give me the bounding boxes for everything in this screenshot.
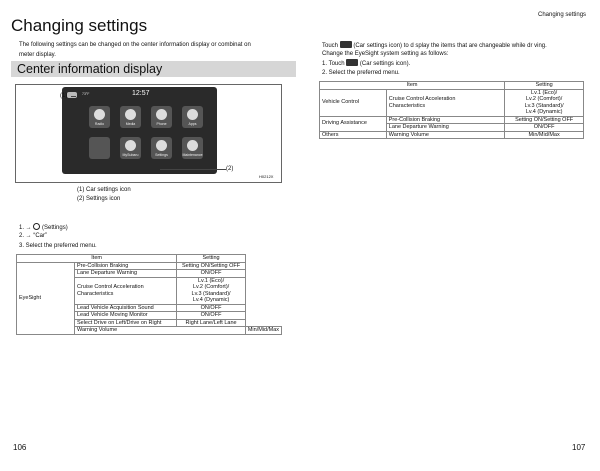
right-intro-line-1: Touch (Car settings icon) to d splay the items that are changeable while dr ving. xyxy=(322,43,547,49)
eyesight-settings-table: Item Setting EyeSight Pre-Collision Braking Setting ON/Setting OFF Lane Departure Warning ON/OFF Cruise Control Acceleration Characteristics Lv.1 (Eco)/ Lv.2 (Comfort)/ Lv.3 (Standard)/ Lv.4 (Dynamic) Lead Vehicle Acquisition Sound ON/OFF Lead Vehicle Moving Monitor ON/OFF Select Drive on Left/Drive on Right Right Lane/Left Lane Warning Volume Min/Mid/Max xyxy=(16,254,282,335)
page-number-left: 106 xyxy=(13,443,27,452)
page-title: Changing settings xyxy=(11,16,148,35)
tile-media[interactable]: Media xyxy=(120,106,141,128)
tile-mysubaru[interactable]: MySubaru xyxy=(120,137,141,159)
right-step-2: 2. Select the preferred menu. xyxy=(322,70,400,76)
callout-1: (1) xyxy=(60,93,68,99)
cruise-levels: Lv.1 (Eco)/ Lv.2 (Comfort)/ Lv.3 (Standard)/ Lv.4 (Dynamic) xyxy=(177,277,246,304)
running-header: Changing settings xyxy=(538,12,587,18)
status-temperature: 73°F xyxy=(82,92,90,96)
apps-icon xyxy=(187,109,198,120)
step-3: 3. Select the preferred menu. xyxy=(19,243,97,249)
mysubaru-icon xyxy=(125,140,136,151)
tile-apps[interactable]: Apps xyxy=(182,106,203,128)
callout-2-leader xyxy=(160,169,226,170)
car-settings-icon-inline-2 xyxy=(346,59,358,66)
tile-blank[interactable] xyxy=(89,137,110,159)
gear-icon xyxy=(156,140,167,151)
tile-radio[interactable]: Radio xyxy=(89,106,110,128)
figure-code: H0212X xyxy=(259,174,274,179)
caption-1: (1) Car settings icon xyxy=(77,187,131,193)
page-number-right: 107 xyxy=(572,443,586,452)
cruise-label: Cruise Control Acceleration Characteristics xyxy=(74,277,176,304)
car-settings-icon-inline xyxy=(340,41,352,48)
callout-2: (2) xyxy=(226,166,234,172)
car-settings-icon[interactable] xyxy=(67,92,77,98)
radio-icon xyxy=(94,109,105,120)
group-eyesight: EyeSight xyxy=(17,262,75,334)
media-icon xyxy=(125,109,136,120)
tile-settings[interactable]: Settings xyxy=(151,137,172,159)
vehicle-settings-table: Item Setting Vehicle Control Cruise Control Acceleration Characteristics Lv.1 (Eco)/ Lv.2 (Comfort)/ Lv.3 (Standard)/ Lv.4 (Dynamic) Driving Assistance Pre-Collision Braking Setting ON/Setting OFF Lane Departure Warning ON/OFF Others Warning Volume Min/Mid/Max xyxy=(319,81,584,139)
section-heading: Center information display xyxy=(11,61,296,77)
step-2: 2. → “Car” xyxy=(19,233,48,239)
tile-phone[interactable]: Phone xyxy=(151,106,172,128)
intro-line-2: meter display. xyxy=(19,52,56,58)
step-1: 1. → (Settings) xyxy=(19,225,68,231)
caption-2: (2) Settings icon xyxy=(77,196,121,202)
clock: 12:57 xyxy=(132,90,150,97)
right-step-1: 1. Touch (Car settings icon). xyxy=(322,61,411,67)
intro-line-1: The following settings can be changed on the center information display or combinat on xyxy=(19,42,251,48)
callout-1-leader xyxy=(71,96,76,97)
phone-icon xyxy=(156,109,167,120)
tile-maintenance[interactable]: Maintenance xyxy=(182,137,203,159)
right-intro-line-2: Change the EyeSight system setting as follows: xyxy=(322,51,449,57)
center-display-screen xyxy=(62,87,217,174)
wrench-icon xyxy=(187,140,198,151)
